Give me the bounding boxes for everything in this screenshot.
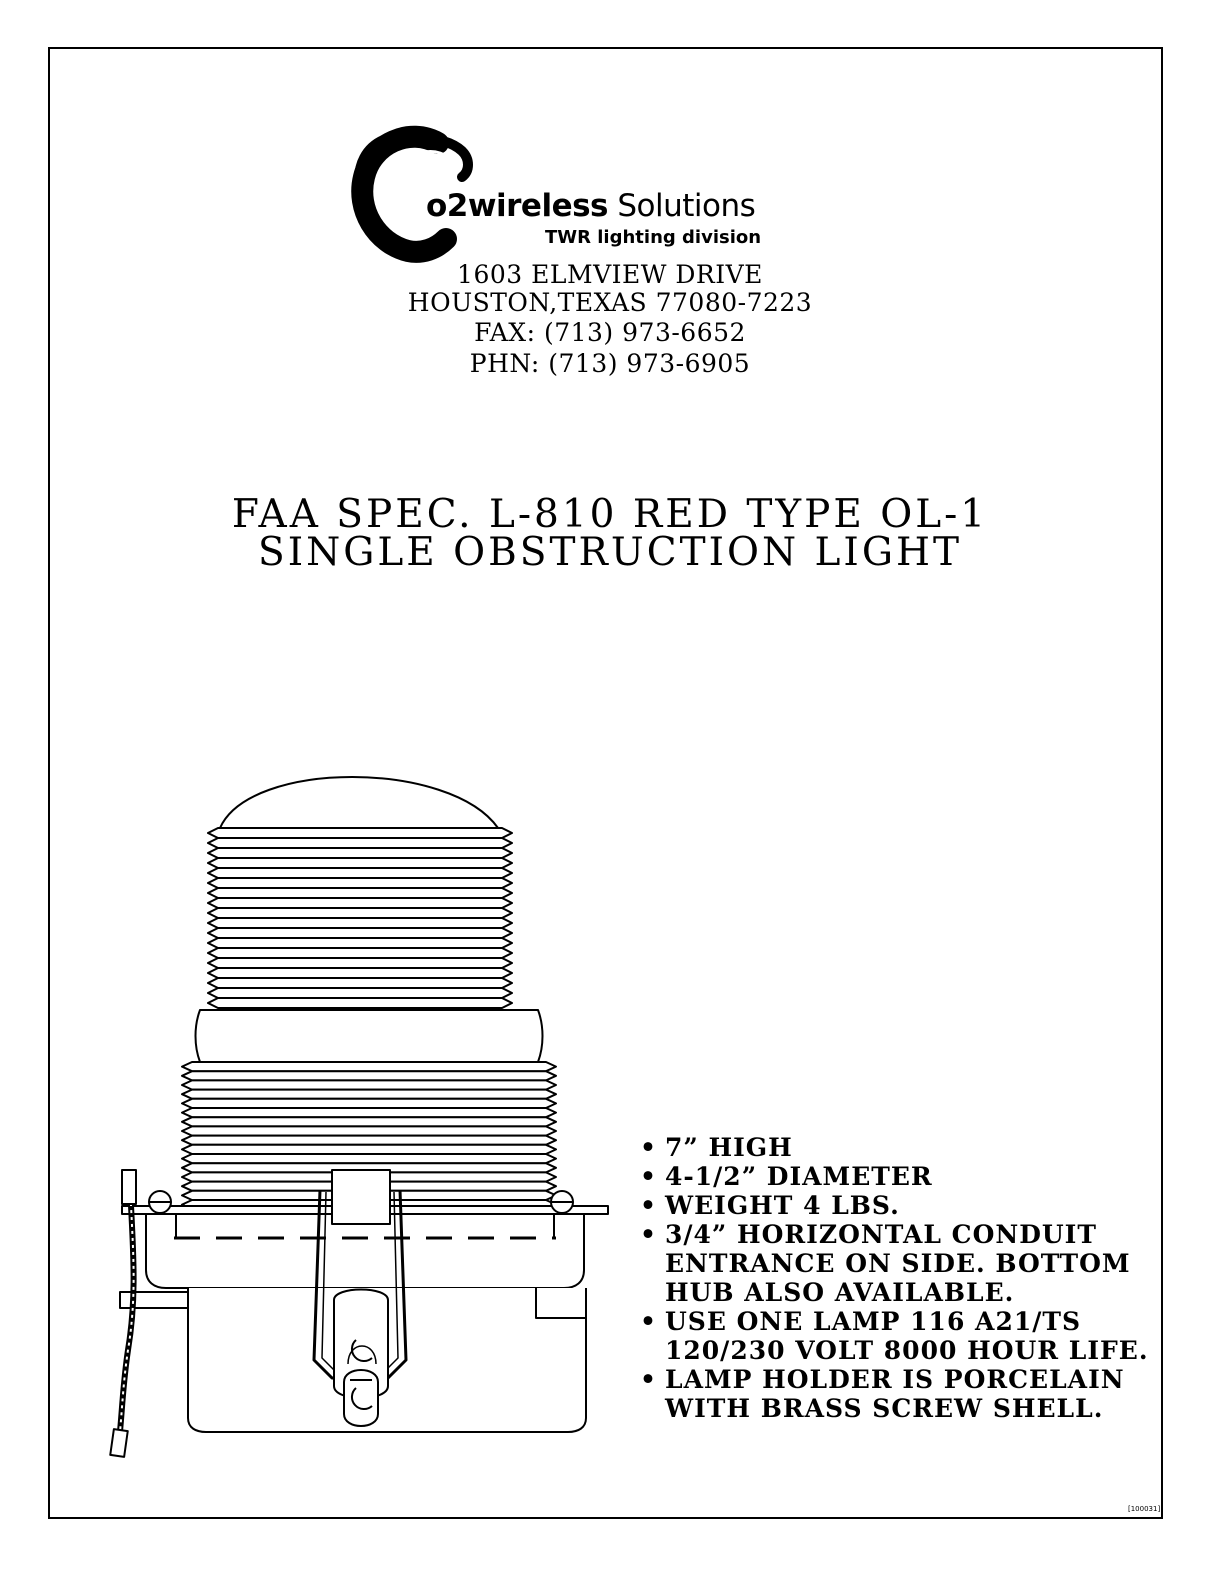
fresnel-fin	[182, 1145, 556, 1154]
spec-line: HUB ALSO AVAILABLE.	[665, 1278, 1015, 1307]
fresnel-fin	[182, 1108, 556, 1117]
logo-name-bold: o2wireless	[426, 188, 608, 224]
fresnel-fin	[208, 868, 512, 878]
address-street: 1603 ELMVIEW DRIVE	[457, 260, 763, 289]
fresnel-fin	[208, 858, 512, 868]
fresnel-fin	[208, 918, 512, 928]
fresnel-fin	[208, 908, 512, 918]
address-city: HOUSTON,TEXAS 77080-7223	[407, 288, 813, 317]
fresnel-fin	[208, 998, 512, 1008]
logo-name-regular: Solutions	[617, 188, 756, 224]
fresnel-fin	[182, 1099, 556, 1108]
fresnel-fin	[208, 968, 512, 978]
fresnel-fin	[182, 1154, 556, 1163]
spec-line: • 7” HIGH	[665, 1133, 793, 1162]
fresnel-fin	[208, 838, 512, 848]
fresnel-fin	[208, 898, 512, 908]
spec-item	[640, 1191, 1149, 1220]
fresnel-fin	[208, 948, 512, 958]
logo-wordmark	[426, 186, 755, 226]
fresnel-fin	[208, 848, 512, 858]
spec-line: • WEIGHT 4 LBS.	[665, 1191, 900, 1220]
fresnel-fin	[208, 928, 512, 938]
fresnel-fin	[208, 978, 512, 988]
spec-item	[640, 1365, 1149, 1423]
document-code: [100031]	[1128, 1505, 1161, 1513]
spec-line: WITH BRASS SCREW SHELL.	[665, 1394, 1104, 1423]
logo-division: TWR lighting division	[545, 227, 762, 248]
fresnel-fin	[208, 938, 512, 948]
latch-block	[332, 1170, 390, 1224]
fresnel-fin	[182, 1071, 556, 1080]
spec-line: • 3/4” HORIZONTAL CONDUIT	[665, 1220, 1097, 1249]
lens-middle-band	[196, 1010, 543, 1062]
fresnel-fin	[182, 1136, 556, 1145]
page-title-line2: SINGLE OBSTRUCTION LIGHT	[258, 530, 962, 575]
fresnel-fin	[182, 1117, 556, 1126]
fresnel-fin	[208, 828, 512, 838]
spec-item	[640, 1307, 1149, 1365]
spec-item	[640, 1220, 1149, 1307]
lens-dome	[220, 777, 498, 828]
fresnel-fin	[208, 958, 512, 968]
spec-line: ENTRANCE ON SIDE. BOTTOM	[665, 1249, 1131, 1278]
fresnel-fin	[208, 988, 512, 998]
fresnel-fin	[182, 1126, 556, 1135]
spec-item	[640, 1162, 1149, 1191]
page-title-line1: FAA SPEC. L-810 RED TYPE OL-1	[231, 492, 989, 537]
fresnel-fin	[182, 1090, 556, 1099]
base-rim	[146, 1214, 584, 1288]
spec-line: 120/230 VOLT 8000 HOUR LIFE.	[665, 1336, 1149, 1365]
obstruction-light-drawing	[100, 770, 620, 1470]
spec-list	[640, 1133, 1149, 1423]
spec-line: • LAMP HOLDER IS PORCELAIN	[665, 1365, 1125, 1394]
spec-line: • 4-1/2” DIAMETER	[665, 1162, 933, 1191]
fresnel-fin	[182, 1080, 556, 1089]
clamp-tab	[344, 1370, 378, 1426]
address-phone: PHN: (713) 973-6905	[469, 349, 751, 378]
spec-line: • USE ONE LAMP 116 A21/TS	[665, 1307, 1082, 1336]
fresnel-fin	[208, 878, 512, 888]
wire-terminal-bottom	[110, 1429, 127, 1457]
address-fax: FAX: (713) 973-6652	[474, 318, 746, 347]
fresnel-fin	[208, 888, 512, 898]
wire-terminal-top	[122, 1170, 136, 1204]
upper-fresnel-fins	[208, 828, 512, 1008]
fresnel-fin	[182, 1062, 556, 1071]
spec-item	[640, 1133, 1149, 1162]
